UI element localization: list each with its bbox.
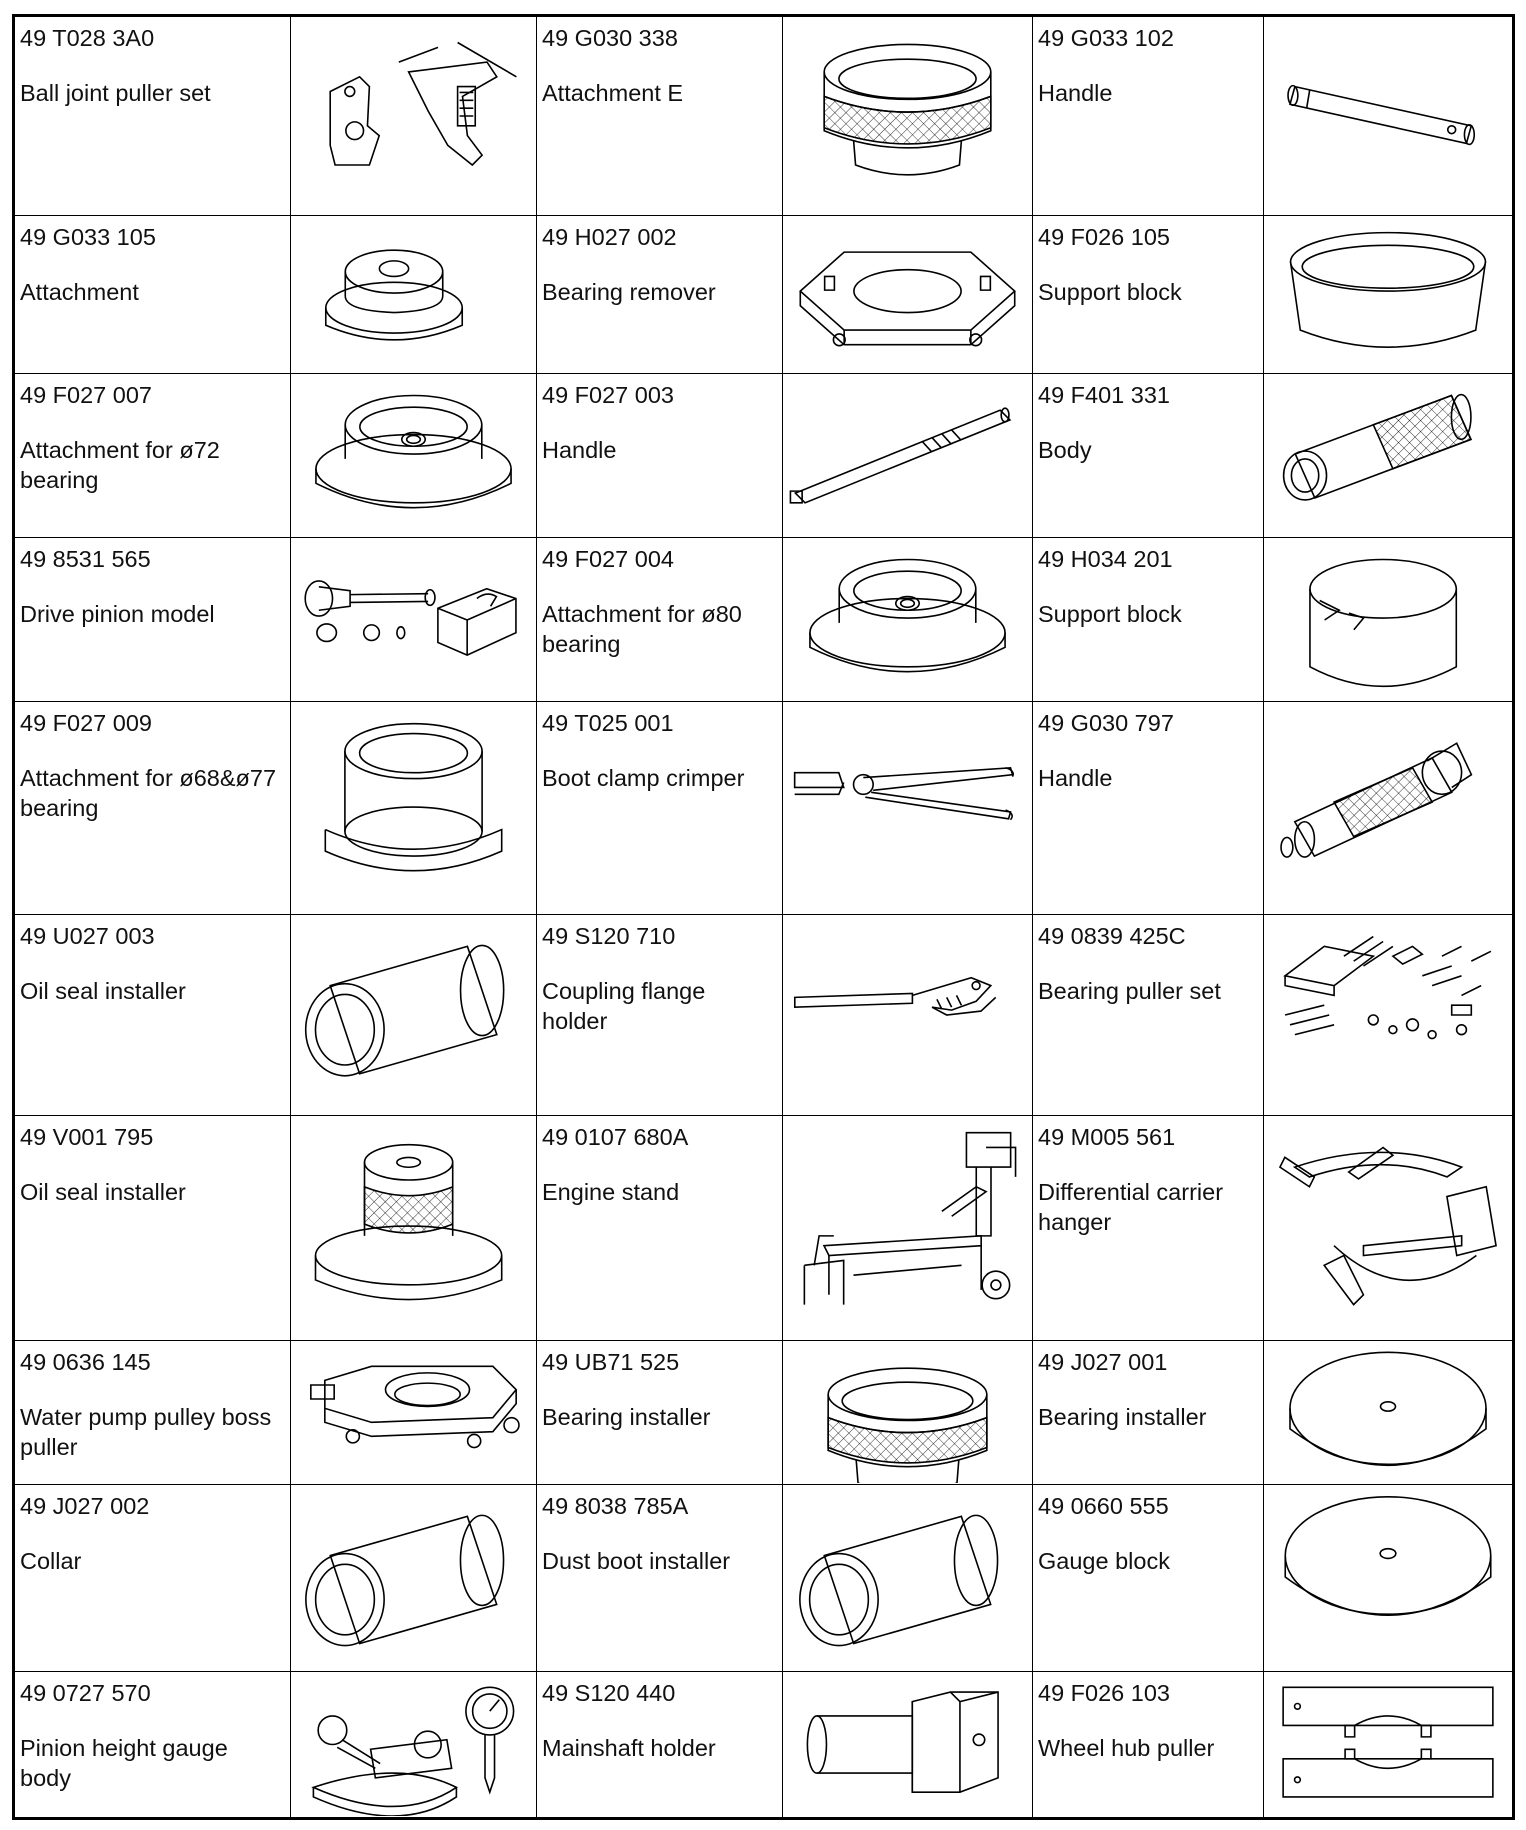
tool-part-number: 49 G030 797: [1038, 710, 1174, 736]
tool-name: Bearing installer: [1038, 1404, 1207, 1430]
tool-part-number: 49 F026 103: [1038, 1680, 1170, 1706]
sleeve-cylinder-icon: [783, 1487, 1032, 1670]
long-handle-icon: [783, 376, 1032, 536]
tool-row: [14, 538, 1514, 702]
tool-illustration-cell: [1264, 374, 1514, 538]
tool-info-cell: [14, 702, 291, 915]
tool-name: Bearing installer: [542, 1404, 711, 1430]
tool-illustration-cell: [1264, 538, 1514, 702]
pinion-model-kit-icon: [291, 540, 536, 700]
tool-name: Boot clamp crimper: [542, 765, 745, 791]
tool-name: Water pump pulley boss puller: [20, 1404, 272, 1460]
tool-part-number: 49 0839 425C: [1038, 923, 1186, 949]
tool-name: Attachment for ø72 bearing: [20, 437, 220, 493]
tool-illustration-cell: [291, 1485, 537, 1672]
tool-part-number: 49 M005 561: [1038, 1124, 1176, 1150]
tool-part-number: 49 T028 3A0: [20, 25, 155, 51]
tool-name: Bearing puller set: [1038, 978, 1221, 1004]
knurled-attachment-icon: [783, 18, 1032, 214]
tool-row: [14, 1341, 1514, 1485]
tool-illustration-cell: [783, 702, 1033, 915]
pulley-boss-puller-icon: [291, 1343, 536, 1483]
ball-joint-puller-set-icon: [291, 18, 536, 214]
tool-illustration-cell: [1264, 915, 1514, 1116]
tool-part-number: 49 U027 003: [20, 923, 155, 949]
tool-row: [14, 1485, 1514, 1672]
tool-illustration-cell: [291, 16, 537, 216]
tool-part-number: 49 UB71 525: [542, 1349, 680, 1375]
knurled-attachment-icon: [783, 1343, 1032, 1483]
tool-name: Differential carrier hanger: [1038, 1179, 1224, 1235]
engine-stand-icon: [783, 1118, 1032, 1339]
tool-part-number: 49 F026 105: [1038, 224, 1170, 250]
tool-info-cell: [537, 1341, 783, 1485]
tool-row: [14, 374, 1514, 538]
tool-part-number: 49 H027 002: [542, 224, 677, 250]
knurled-installer-icon: [291, 1118, 536, 1339]
tool-info-cell: [14, 374, 291, 538]
tool-name: Mainshaft holder: [542, 1735, 716, 1761]
tool-info-cell: [1033, 1116, 1264, 1341]
tool-info-cell: [537, 374, 783, 538]
tool-part-number: 49 F027 007: [20, 382, 152, 408]
stepped-disc-icon: [291, 218, 536, 372]
tool-row: [14, 702, 1514, 915]
tool-part-number: 49 F027 004: [542, 546, 674, 572]
tool-illustration-cell: [1264, 702, 1514, 915]
tool-illustration-cell: [291, 1341, 537, 1485]
tool-info-cell: [14, 1116, 291, 1341]
tool-info-cell: [537, 1672, 783, 1819]
tool-name: Handle: [1038, 765, 1113, 791]
knurled-handle-icon: [1264, 704, 1512, 913]
gauge-body-icon: [291, 1673, 536, 1816]
tool-part-number: 49 F401 331: [1038, 382, 1170, 408]
stepped-cylinder-icon: [291, 704, 536, 913]
tool-info-cell: [537, 915, 783, 1116]
flange-holder-icon: [783, 917, 1032, 1114]
tool-info-cell: [14, 538, 291, 702]
split-bearing-remover-icon: [783, 218, 1032, 372]
tool-name: Gauge block: [1038, 1548, 1170, 1574]
tool-info-cell: [14, 16, 291, 216]
tool-name: Handle: [542, 437, 617, 463]
tool-illustration-cell: [291, 702, 537, 915]
tool-name: Coupling flange holder: [542, 978, 706, 1034]
tool-illustration-cell: [783, 216, 1033, 374]
flat-disc-icon: [1264, 1343, 1512, 1483]
tool-info-cell: [14, 216, 291, 374]
tool-name: Dust boot installer: [542, 1548, 731, 1574]
tool-name: Attachment for ø80 bearing: [542, 601, 742, 657]
tool-part-number: 49 T025 001: [542, 710, 674, 736]
flat-disc-icon: [1264, 1487, 1512, 1670]
crimper-pliers-icon: [783, 704, 1032, 913]
tool-part-number: 49 J027 002: [20, 1493, 150, 1519]
tool-part-number: 49 V001 795: [20, 1124, 154, 1150]
tool-info-cell: [537, 1116, 783, 1341]
tool-illustration-cell: [1264, 1672, 1514, 1819]
rod-handle-icon: [1264, 18, 1512, 214]
tool-info-cell: [14, 1485, 291, 1672]
tool-name: Bearing remover: [542, 279, 716, 305]
sleeve-cylinder-icon: [291, 1487, 536, 1670]
tool-illustration-cell: [1264, 1485, 1514, 1672]
tool-name: Collar: [20, 1548, 82, 1574]
tool-name: Oil seal installer: [20, 978, 186, 1004]
tool-illustration-cell: [1264, 1341, 1514, 1485]
tool-info-cell: [14, 1672, 291, 1819]
tool-name: Ball joint puller set: [20, 80, 211, 106]
stepped-disc-threaded-icon: [291, 376, 536, 536]
tool-name: Handle: [1038, 80, 1113, 106]
tool-illustration-cell: [1264, 216, 1514, 374]
tool-info-cell: [14, 915, 291, 1116]
tool-part-number: 49 J027 001: [1038, 1349, 1168, 1375]
tool-illustration-cell: [291, 915, 537, 1116]
tool-info-cell: [1033, 216, 1264, 374]
tool-info-cell: [537, 216, 783, 374]
tool-info-cell: [1033, 1672, 1264, 1819]
tool-name: Body: [1038, 437, 1092, 463]
tool-part-number: 49 G033 105: [20, 224, 156, 250]
tool-part-number: 49 G030 338: [542, 25, 678, 51]
tool-info-cell: [1033, 702, 1264, 915]
tool-part-number: 49 0107 680A: [542, 1124, 689, 1150]
tool-name: Engine stand: [542, 1179, 680, 1205]
tool-info-cell: [1033, 16, 1264, 216]
tool-info-cell: [1033, 1485, 1264, 1672]
tool-part-number: 49 F027 003: [542, 382, 674, 408]
tool-part-number: 49 H034 201: [1038, 546, 1173, 572]
tool-illustration-cell: [783, 538, 1033, 702]
tool-info-cell: [537, 16, 783, 216]
tool-illustration-cell: [783, 1672, 1033, 1819]
tool-name: Oil seal installer: [20, 1179, 186, 1205]
tool-table: [12, 14, 1515, 1820]
tool-row: [14, 216, 1514, 374]
tool-part-number: 49 0660 555: [1038, 1493, 1169, 1519]
hub-puller-plates-icon: [1264, 1673, 1512, 1816]
tool-illustration-cell: [783, 1116, 1033, 1341]
tool-illustration-cell: [783, 1341, 1033, 1485]
tool-illustration-cell: [291, 1116, 537, 1341]
tool-name: Attachment: [20, 279, 139, 305]
tool-row: [14, 915, 1514, 1116]
tool-illustration-cell: [1264, 16, 1514, 216]
tool-part-number: 49 0636 145: [20, 1349, 151, 1375]
carrier-hanger-icon: [1264, 1118, 1512, 1339]
tool-illustration-cell: [783, 16, 1033, 216]
tool-info-cell: [1033, 915, 1264, 1116]
tool-illustration-cell: [291, 374, 537, 538]
mainshaft-holder-icon: [783, 1673, 1032, 1816]
tool-info-cell: [537, 1485, 783, 1672]
tool-illustration-cell: [783, 915, 1033, 1116]
tool-row: [14, 16, 1514, 216]
sleeve-cylinder-icon: [291, 917, 536, 1114]
tool-part-number: 49 0727 570: [20, 1680, 151, 1706]
tool-info-cell: [1033, 374, 1264, 538]
tool-name: Support block: [1038, 279, 1182, 305]
tool-illustration-cell: [291, 1672, 537, 1819]
tool-info-cell: [537, 702, 783, 915]
tool-name: Pinion height gauge body: [20, 1735, 228, 1791]
tool-info-cell: [1033, 1341, 1264, 1485]
puller-kit-icon: [1264, 917, 1512, 1114]
cup-block-icon: [1264, 218, 1512, 372]
tool-name: Attachment E: [542, 80, 684, 106]
tool-name: Attachment for ø68&ø77 bearing: [20, 765, 277, 821]
tool-row: [14, 1116, 1514, 1341]
tool-part-number: 49 F027 009: [20, 710, 152, 736]
tool-info-cell: [1033, 538, 1264, 702]
tool-illustration-cell: [291, 216, 537, 374]
knurled-body-icon: [1264, 376, 1512, 536]
tool-part-number: 49 S120 710: [542, 923, 676, 949]
tool-part-number: 49 8038 785A: [542, 1493, 689, 1519]
stepped-disc-threaded-icon: [783, 540, 1032, 700]
tool-name: Support block: [1038, 601, 1182, 627]
tool-name: Drive pinion model: [20, 601, 215, 627]
tool-name: Wheel hub puller: [1038, 1735, 1215, 1761]
tool-info-cell: [537, 538, 783, 702]
tool-illustration-cell: [291, 538, 537, 702]
tool-row: [14, 1672, 1514, 1819]
tool-illustration-cell: [783, 1485, 1033, 1672]
tool-part-number: 49 G033 102: [1038, 25, 1174, 51]
tool-illustration-cell: [783, 374, 1033, 538]
slotted-cylinder-icon: [1264, 540, 1512, 700]
tool-info-cell: [14, 1341, 291, 1485]
tool-part-number: 49 S120 440: [542, 1680, 676, 1706]
tool-illustration-cell: [1264, 1116, 1514, 1341]
tool-part-number: 49 8531 565: [20, 546, 151, 572]
